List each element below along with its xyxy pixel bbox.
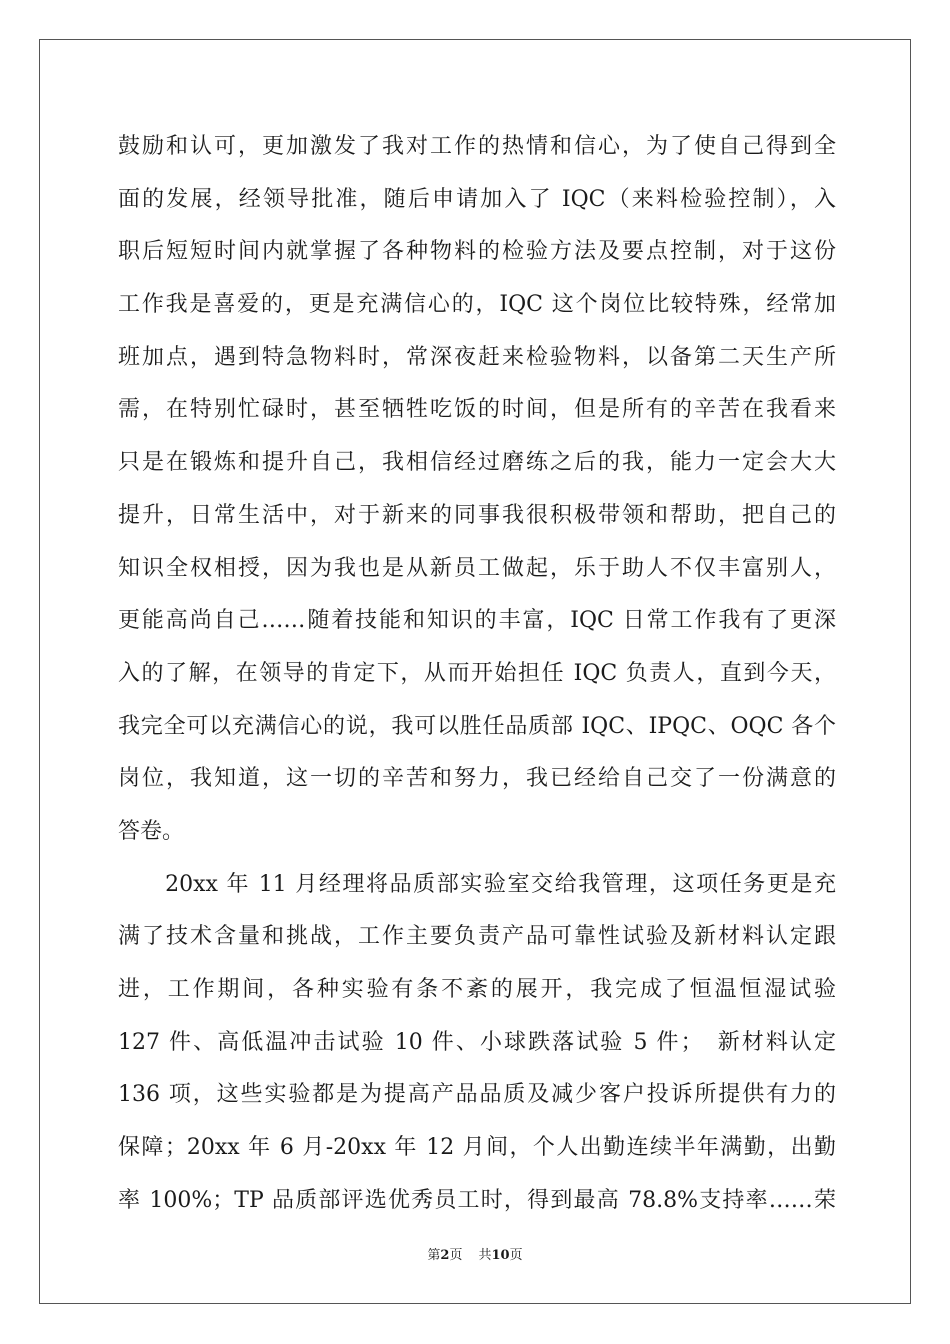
text-line: 职后短短时间内就掌握了各种物料的检验方法及要点控制，对于这份 [118,239,836,265]
text-line: 136 项，这些实验都是为提高产品品质及减少客户投诉所提供有力的 [118,1082,836,1108]
footer-total-suffix: 页 [509,1248,523,1263]
text-line: 知识全权相授，因为我也是从新员工做起，乐于助人不仅丰富别人， [118,555,836,581]
text-line: 保障；20xx 年 6 月-20xx 年 12 月间，个人出勤连续半年满勤，出勤 [118,1135,836,1161]
page-footer [0,1244,950,1263]
text-line: 面的发展，经领导批准，随后申请加入了 IQC（来料检验控制），入 [118,186,836,212]
text-line: 需，在特别忙碌时，甚至牺牲吃饭的时间，但是所有的辛苦在我看来 [118,397,836,423]
paragraph-2 [118,859,836,1228]
text-line: 率 100%；TP 品质部评选优秀员工时，得到最高 78.8%支持率……荣 [118,1187,836,1213]
page-number: 2 [440,1248,450,1263]
text-line: 更能高尚自己……随着技能和知识的丰富，IQC 日常工作我有了更深 [118,608,836,634]
text-line: 提升，日常生活中，对于新来的同事我很积极带领和帮助，把自己的 [118,502,836,528]
footer-prefix: 第 [427,1248,441,1263]
text-line: 答卷。 [118,818,185,844]
paragraph-1 [118,121,836,859]
text-line: 20xx 年 11 月经理将品质部实验室交给我管理，这项任务更是充 [118,871,836,897]
text-line: 只是在锻炼和提升自己，我相信经过磨练之后的我，能力一定会大大 [118,450,836,476]
text-line: 我完全可以充满信心的说，我可以胜任品质部 IQC、IPQC、OQC 各个 [118,713,836,739]
text-line: 入的了解，在领导的肯定下，从而开始担任 IQC 负责人，直到今天， [118,660,836,686]
footer-total-prefix: 共 [478,1248,492,1263]
text-line: 127 件、高低温冲击试验 10 件、小球跌落试验 5 件； 新材料认定 [118,1029,836,1055]
text-line: 工作我是喜爱的，更是充满信心的，IQC 这个岗位比较特殊，经常加 [118,292,836,318]
text-line: 班加点，遇到特急物料时，常深夜赶来检验物料，以备第二天生产所 [118,344,836,370]
text-line: 岗位，我知道，这一切的辛苦和努力，我已经给自己交了一份满意的 [118,766,836,792]
footer-page-suffix: 页 [449,1248,463,1263]
total-pages: 10 [491,1248,510,1263]
text-line: 进，工作期间，各种实验有条不紊的展开，我完成了恒温恒湿试验 [118,977,836,1002]
text-line: 鼓励和认可，更加激发了我对工作的热情和信心，为了使自己得到全 [118,134,836,159]
text-line: 满了技术含量和挑战，工作主要负责产品可靠性试验及新材料认定跟 [118,924,836,950]
document-body [118,121,836,1227]
